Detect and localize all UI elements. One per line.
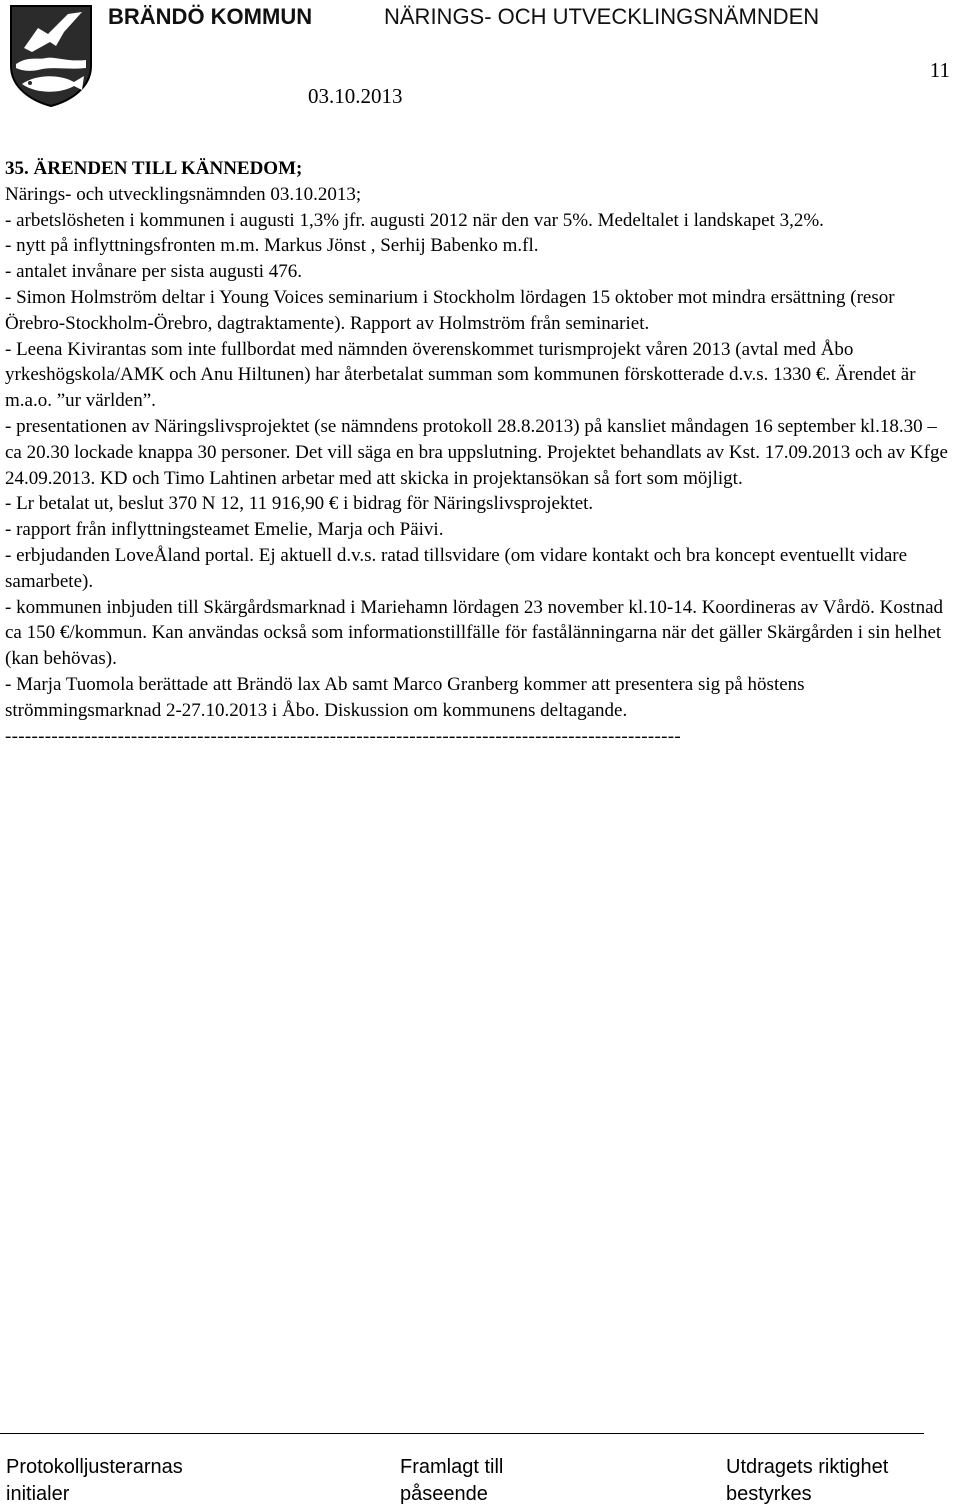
footer-divider [0, 1433, 924, 1434]
footer-initials-label: Protokolljusterarnas [6, 1456, 183, 1478]
list-item: - erbjudanden LoveÅland portal. Ej aktuell d.v.s. ratad tillsvidare (om vidare kontakt och bra koncept eventuellt vidare samarbete). [5, 544, 908, 592]
footer-initials-sub: initialer [6, 1483, 70, 1505]
footer-public-display-label: Framlagt till [400, 1456, 504, 1478]
minutes-body [5, 156, 950, 749]
meeting-date: 03.10.2013 [308, 84, 403, 108]
list-item: - antalet invånare per sista augusti 476. [5, 261, 303, 283]
footer-initials [6, 1454, 183, 1508]
committee-name: NÄRINGS- OCH UTVECKLINGSNÄMNDEN [384, 4, 820, 29]
list-item: - presentationen av Näringslivsprojektet (se nämndens protokoll 28.8.2013) på kansliet måndagen 16 september kl.18.30 – ca 20.30 lockade knappa 30 personer. Det vill säga en bra uppslutning. Projektet behandlats av Kst. 17.09.2013 och av Kfge 24.09.2013. KD och Timo Lahtinen arbetar med att skicka in projektansökan så fort som möjligt. [5, 415, 948, 489]
section-separator: ------------------------------------------------------------------------------------------------------ [5, 725, 681, 747]
list-item: - rapport från inflyttningsteamet Emelie, Marja och Päivi. [5, 519, 444, 541]
municipality-name: BRÄNDÖ KOMMUN [108, 4, 313, 29]
list-item: - Marja Tuomola berättade att Brändö lax Ab samt Marco Granberg kommer att presentera sig på höstens strömmingsmarknad 2-27.10.2013 i Åbo. Diskussion om kommunens deltagande. [5, 673, 805, 721]
footer-certification-sub: bestyrkes [726, 1483, 812, 1505]
footer-certification [726, 1454, 888, 1508]
list-item: - kommunen inbjuden till Skärgårdsmarknad i Mariehamn lördagen 23 november kl.10-14. Koordineras av Vårdö. Kostnad ca 150 €/kommun. Kan användas också som informationstillfälle för fastålänningarna när det gäller Skärgården i sin helhet (kan behövas). [5, 596, 944, 670]
list-item: - arbetslösheten i kommunen i augusti 1,3% jfr. augusti 2012 när den var 5%. Medeltalet i landskapet 3,2%. [5, 209, 824, 231]
footer-certification-label: Utdragets riktighet [726, 1456, 889, 1478]
list-item: Närings- och utvecklingsnämnden 03.10.2013; [5, 183, 362, 205]
municipal-crest-icon [8, 4, 94, 108]
list-item: - Lr betalat ut, beslut 370 N 12, 11 916,90 € i bidrag för Näringslivsprojektet. [5, 493, 594, 515]
page-number: 11 [929, 58, 950, 82]
footer-public-display-sub: påseende [400, 1483, 488, 1505]
list-item: - Simon Holmström deltar i Young Voices seminarium i Stockholm lördagen 15 oktober mot mindra ersättning (resor Örebro-Stockholm-Örebro, dagtraktamente). Rapport av Holmström från seminariet. [5, 286, 895, 334]
list-item: - nytt på inflyttningsfronten m.m. Markus Jönst , Serhij Babenko m.fl. [5, 235, 539, 257]
section-heading: 35. ÄRENDEN TILL KÄNNEDOM; [5, 158, 303, 179]
list-item: - Leena Kivirantas som inte fullbordat med nämnden överenskommet turismprojekt våren 2013 (avtal med Åbo yrkeshögskola/AMK och Anu Hiltunen) har återbetalat summan som kommunen förskotterade d.v.s. 1330 €. Ärendet är m.a.o. ”ur världen”. [5, 338, 916, 412]
footer-public-display [400, 1454, 503, 1508]
